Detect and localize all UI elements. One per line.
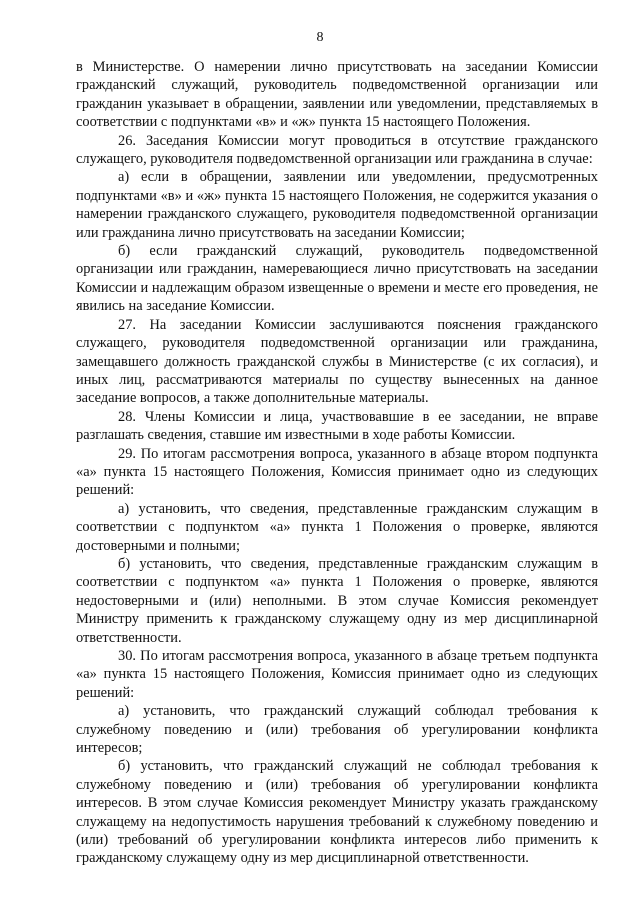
paragraph-item-29-b: б) установить, что сведения, представленные гражданским служащим в соответствии с подпунктом «а» пункта 1 Положения о проверке, являются недостоверными и (или) неполными. В этом случае Комиссия рекомендует Министру применить к гражданскому служащему одну из мер дисциплинарной ответственности. xyxy=(76,555,598,646)
paragraph-continuation: в Министерстве. О намерении лично присутствовать на заседании Комиссии гражданский служащий, руководитель подведомственной организации или гражданин указывает в обращении, заявлении или уведомлении, представляемых в соответствии с подпунктами «в» и «ж» пункта 15 настоящего Положения. xyxy=(76,59,598,131)
paragraph-item-29-a: а) установить, что сведения, представленные гражданским служащим в соответствии с подпунктом «а» пункта 1 Положения о проверке, являются достоверными и полными; xyxy=(76,500,598,554)
paragraph-item-28: 28. Члены Комиссии и лица, участвовавшие в ее заседании, не вправе разглашать сведения, ставшие им известными в ходе работы Комиссии. xyxy=(76,408,598,444)
paragraph-item-30-a: а) установить, что гражданский служащий соблюдал требования к служебному поведению и (или) требования об урегулировании конфликта интересов; xyxy=(76,703,598,757)
page-number: 8 xyxy=(316,30,324,45)
paragraph-item-26: 26. Заседания Комиссии могут проводиться в отсутствие гражданского служащего, руководителя подведомственной организации или гражданина в случае: xyxy=(76,132,598,168)
paragraph-item-30-b: б) установить, что гражданский служащий не соблюдал требования к служебному поведению и (или) требования об урегулировании конфликта интересов. В этом случае Комиссия рекомендует Министру указать гражданскому служащему на недопустимость нарушения требований к служебному поведению и (или) требований об урегулировании конфликта интересов либо применить к гражданскому служащему одну из мер дисциплинарной ответственности. xyxy=(76,758,598,867)
paragraph-item-26-b: б) если гражданский служащий, руководитель подведомственной организации или гражданин, намеревающиеся лично присутствовать на заседании Комиссии и надлежащим образом извещенные о времени и месте его проведения, не явились на заседание Комиссии. xyxy=(76,243,598,315)
paragraph-item-30: 30. По итогам рассмотрения вопроса, указанного в абзаце третьем подпункта «а» пункта 15 настоящего Положения, Комиссия принимает одно из следующих решений: xyxy=(76,648,598,701)
document-body xyxy=(76,58,598,868)
paragraph-item-27: 27. На заседании Комиссии заслушиваются пояснения гражданского служащего, руководителя подведомственной организации или гражданина, замещавшего должность гражданской службы в Министерстве (с их согласия), и иных лиц, рассматриваются материалы по существу вынесенных на данное заседание вопросов, а также дополнительные материалы. xyxy=(76,316,598,407)
paragraph-item-29: 29. По итогам рассмотрения вопроса, указанного в абзаце втором подпункта «а» пункта 15 настоящего Положения, Комиссия принимает одно из следующих решений: xyxy=(76,445,598,499)
paragraph-item-26-a: а) если в обращении, заявлении или уведомлении, предусмотренных подпунктами «в» и «ж» пункта 15 настоящего Положения, не содержится указания о намерении гражданского служащего, руководителя подведомственной организации или гражданина лично присутствовать на заседании Комиссии; xyxy=(76,169,598,241)
